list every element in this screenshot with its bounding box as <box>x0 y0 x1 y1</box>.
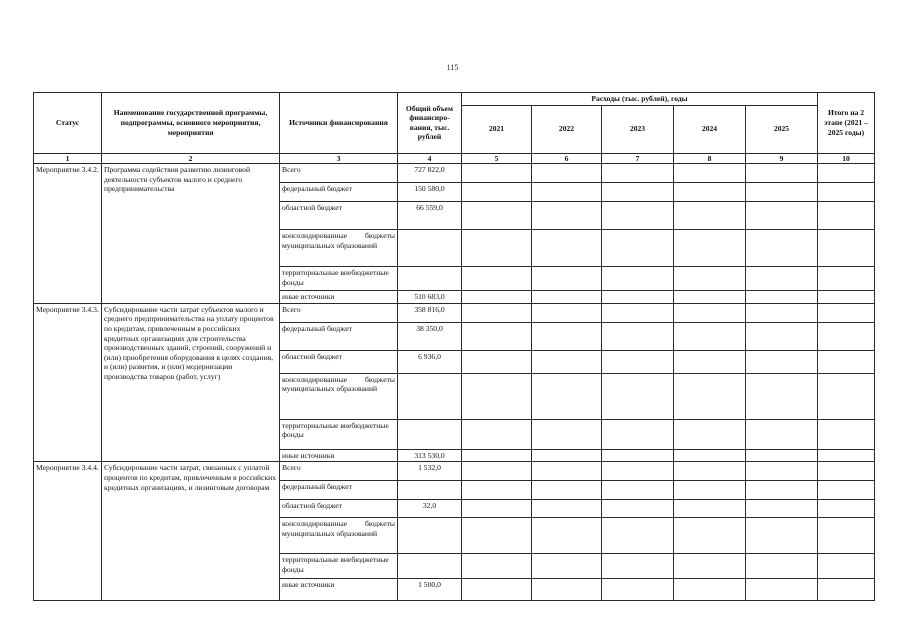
stage-total-cell <box>818 554 875 579</box>
total-amount <box>398 419 462 449</box>
source-label-municipal: консолидированные бюджеты муниципальных образований <box>280 373 398 419</box>
year-amount-cell <box>746 579 818 601</box>
year-amount-cell <box>746 419 818 449</box>
event-status: Мероприятие 3.4.2. <box>34 164 102 304</box>
total-amount: 1 500,0 <box>398 579 462 601</box>
year-amount-cell <box>602 554 674 579</box>
source-label-other: иные источники <box>280 291 398 304</box>
stage-total-cell <box>818 350 875 373</box>
column-number: 9 <box>746 153 818 164</box>
year-amount-cell <box>602 518 674 554</box>
year-amount-cell <box>602 579 674 601</box>
year-amount-cell <box>746 230 818 267</box>
source-label-extrabudget: территориальные внебюджетные фонды <box>280 554 398 579</box>
stage-total-cell <box>818 579 875 601</box>
year-amount-cell <box>462 322 532 350</box>
header-row <box>34 93 875 106</box>
year-amount-cell <box>462 373 532 419</box>
year-amount-cell <box>746 267 818 291</box>
year-amount-cell <box>674 554 746 579</box>
year-amount-cell <box>532 554 602 579</box>
year-amount-cell <box>674 183 746 202</box>
source-label-extrabudget: территориальные внебюджетные фонды <box>280 419 398 449</box>
year-amount-cell <box>532 373 602 419</box>
total-amount <box>398 518 462 554</box>
source-label-other: иные источники <box>280 449 398 462</box>
table-row <box>34 462 875 481</box>
year-amount-cell <box>602 164 674 183</box>
source-label-federal: федеральный бюджет <box>280 481 398 500</box>
year-amount-cell <box>674 350 746 373</box>
year-amount-cell <box>746 500 818 518</box>
year-amount-cell <box>746 183 818 202</box>
total-amount <box>398 373 462 419</box>
year-amount-cell <box>602 303 674 322</box>
year-amount-cell <box>462 449 532 462</box>
page-number: 115 <box>446 63 459 72</box>
column-number: 3 <box>280 153 398 164</box>
column-number: 7 <box>602 153 674 164</box>
year-amount-cell <box>602 500 674 518</box>
year-amount-cell <box>462 462 532 481</box>
financing-table <box>33 92 875 601</box>
year-amount-cell <box>602 202 674 230</box>
source-label-regional: областной бюджет <box>280 202 398 230</box>
stage-total-cell <box>818 183 875 202</box>
year-amount-cell <box>462 303 532 322</box>
column-number: 5 <box>462 153 532 164</box>
event-status: Мероприятие 3.4.3. <box>34 303 102 462</box>
stage-total-cell <box>818 518 875 554</box>
year-amount-cell <box>532 350 602 373</box>
total-amount: 727 822,0 <box>398 164 462 183</box>
year-amount-cell <box>532 518 602 554</box>
source-label-federal: федеральный бюджет <box>280 322 398 350</box>
year-amount-cell <box>746 202 818 230</box>
stage-total-cell <box>818 267 875 291</box>
year-amount-cell <box>462 164 532 183</box>
column-number: 2 <box>102 153 280 164</box>
year-amount-cell <box>674 579 746 601</box>
event-name: Субсидирование части затрат, связанных с уплатой процентов по кредитам, привлеченным в российских кредитных организациях, и лизинговым договорам <box>102 462 280 601</box>
year-amount-cell <box>674 322 746 350</box>
year-amount-cell <box>462 183 532 202</box>
year-amount-cell <box>532 230 602 267</box>
year-amount-cell <box>674 373 746 419</box>
year-amount-cell <box>602 267 674 291</box>
header-expenses: Расходы (тыс. рублей), годы <box>462 93 818 106</box>
source-label-federal: федеральный бюджет <box>280 183 398 202</box>
total-amount: 32,0 <box>398 500 462 518</box>
source-label-total: Всего <box>280 164 398 183</box>
total-amount: 1 532,0 <box>398 462 462 481</box>
event-status: Мероприятие 3.4.4. <box>34 462 102 601</box>
total-amount: 38 350,0 <box>398 322 462 350</box>
stage-total-cell <box>818 462 875 481</box>
year-amount-cell <box>746 373 818 419</box>
header-sources: Источники финансирования <box>280 93 398 154</box>
year-amount-cell <box>532 164 602 183</box>
year-amount-cell <box>602 449 674 462</box>
year-amount-cell <box>674 202 746 230</box>
year-amount-cell <box>462 481 532 500</box>
year-amount-cell <box>674 518 746 554</box>
total-amount <box>398 230 462 267</box>
year-amount-cell <box>602 419 674 449</box>
year-amount-cell <box>674 449 746 462</box>
year-amount-cell <box>532 419 602 449</box>
source-label-municipal: консолидированные бюджеты муниципальных образований <box>280 230 398 267</box>
year-amount-cell <box>602 230 674 267</box>
year-amount-cell <box>746 322 818 350</box>
source-label-total: Всего <box>280 303 398 322</box>
year-amount-cell <box>746 350 818 373</box>
year-amount-cell <box>532 449 602 462</box>
year-amount-cell <box>746 449 818 462</box>
year-amount-cell <box>532 303 602 322</box>
year-amount-cell <box>462 350 532 373</box>
year-amount-cell <box>462 202 532 230</box>
year-amount-cell <box>746 291 818 304</box>
column-number: 8 <box>674 153 746 164</box>
year-amount-cell <box>532 500 602 518</box>
table-row <box>34 164 875 183</box>
total-amount: 510 683,0 <box>398 291 462 304</box>
year-amount-cell <box>602 350 674 373</box>
year-amount-cell <box>674 291 746 304</box>
year-amount-cell <box>532 322 602 350</box>
header-year: 2024 <box>674 105 746 153</box>
column-number-row <box>34 153 875 164</box>
stage-total-cell <box>818 202 875 230</box>
stage-total-cell <box>818 230 875 267</box>
year-amount-cell <box>602 373 674 419</box>
column-number: 6 <box>532 153 602 164</box>
year-amount-cell <box>532 481 602 500</box>
year-amount-cell <box>674 267 746 291</box>
year-amount-cell <box>602 481 674 500</box>
year-amount-cell <box>532 267 602 291</box>
stage-total-cell <box>818 500 875 518</box>
stage-total-cell <box>818 291 875 304</box>
table-body <box>34 164 875 601</box>
year-amount-cell <box>602 291 674 304</box>
header-year: 2023 <box>602 105 674 153</box>
column-number: 10 <box>818 153 875 164</box>
header-status: Статус <box>34 93 102 154</box>
year-amount-cell <box>462 579 532 601</box>
total-amount: 313 530,0 <box>398 449 462 462</box>
year-amount-cell <box>674 230 746 267</box>
year-amount-cell <box>674 481 746 500</box>
source-label-municipal: консолидированные бюджеты муниципальных образований <box>280 518 398 554</box>
header-year: 2022 <box>532 105 602 153</box>
year-amount-cell <box>746 462 818 481</box>
year-amount-cell <box>746 554 818 579</box>
column-number: 1 <box>34 153 102 164</box>
header-stage-total: Итого на 2 этапе (2021 – 2025 годы) <box>818 93 875 154</box>
source-label-extrabudget: территориальные внебюджетные фонды <box>280 267 398 291</box>
year-amount-cell <box>532 462 602 481</box>
year-amount-cell <box>462 419 532 449</box>
source-label-total: Всего <box>280 462 398 481</box>
year-amount-cell <box>674 164 746 183</box>
total-amount: 358 816,0 <box>398 303 462 322</box>
year-amount-cell <box>462 500 532 518</box>
event-name: Субсидирование части затрат субъектов малого и среднего предпринимательства на уплату процентов по кредитам, привлеченным в российских кредитных организациях для строительства производственных зданий, строений, сооружений и (или) приобретения оборудования в целях создания, и (или) развития, и (или) модернизации производства товаров (работ, услуг) <box>102 303 280 462</box>
year-amount-cell <box>602 322 674 350</box>
stage-total-cell <box>818 303 875 322</box>
year-amount-cell <box>462 518 532 554</box>
year-amount-cell <box>674 419 746 449</box>
year-amount-cell <box>746 164 818 183</box>
event-name: Программа содействия развитию лизинговой деятельности субъектов малого и среднего предпринимательства <box>102 164 280 304</box>
stage-total-cell <box>818 449 875 462</box>
year-amount-cell <box>674 462 746 481</box>
year-amount-cell <box>674 303 746 322</box>
year-amount-cell <box>532 202 602 230</box>
year-amount-cell <box>532 579 602 601</box>
stage-total-cell <box>818 164 875 183</box>
total-amount: 6 936,0 <box>398 350 462 373</box>
year-amount-cell <box>746 303 818 322</box>
year-amount-cell <box>462 230 532 267</box>
table-row <box>34 303 875 322</box>
total-amount: 150 580,0 <box>398 183 462 202</box>
stage-total-cell <box>818 373 875 419</box>
total-amount: 66 559,0 <box>398 202 462 230</box>
year-amount-cell <box>462 267 532 291</box>
stage-total-cell <box>818 419 875 449</box>
source-label-other: иные источники <box>280 579 398 601</box>
total-amount <box>398 267 462 291</box>
year-amount-cell <box>746 481 818 500</box>
header-year: 2025 <box>746 105 818 153</box>
year-amount-cell <box>602 462 674 481</box>
header-year: 2021 <box>462 105 532 153</box>
column-number: 4 <box>398 153 462 164</box>
year-amount-cell <box>602 183 674 202</box>
year-amount-cell <box>746 518 818 554</box>
year-amount-cell <box>674 500 746 518</box>
total-amount <box>398 481 462 500</box>
year-amount-cell <box>532 291 602 304</box>
year-amount-cell <box>462 291 532 304</box>
header-name: Наименование государственной программы, подпрограммы, основного мероприятия, мероприятия <box>102 93 280 154</box>
year-amount-cell <box>462 554 532 579</box>
stage-total-cell <box>818 481 875 500</box>
total-amount <box>398 554 462 579</box>
source-label-regional: областной бюджет <box>280 500 398 518</box>
source-label-regional: областной бюджет <box>280 350 398 373</box>
header-total: Общий объем финансиро-вания, тыс. рублей <box>398 93 462 154</box>
stage-total-cell <box>818 322 875 350</box>
year-amount-cell <box>532 183 602 202</box>
